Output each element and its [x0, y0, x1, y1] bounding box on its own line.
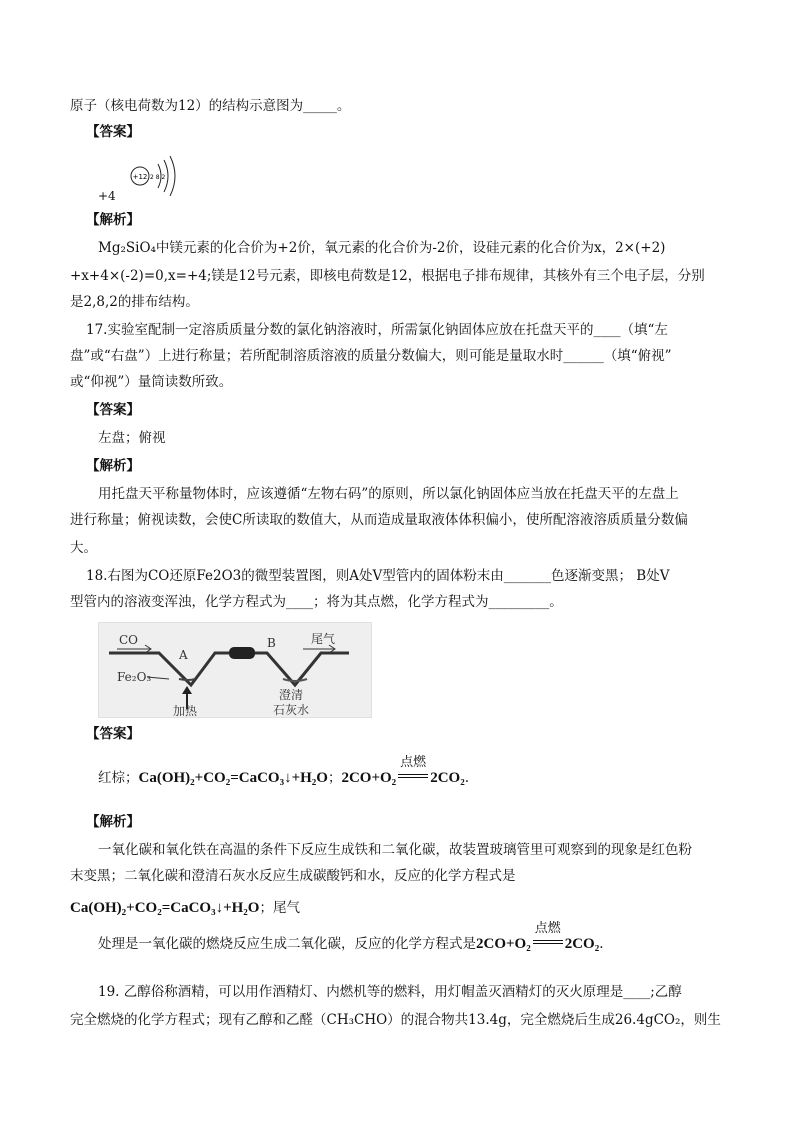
q18-line-1: 18.右图为CO还原Fe2O3的微型装置图，则A处V型管内的固体粉末由_______色逐渐变黑； B处V: [86, 568, 670, 584]
q18-answer: [98, 755, 469, 788]
answer-label: 【答案】: [86, 124, 140, 140]
q18-answer-eq1: Ca(OH)₂+CO₂=CaCO₃↓+H₂O: [138, 770, 328, 786]
analysis-label: 【解析】: [86, 814, 140, 830]
q17-line-1: 17.实验室配制一定溶质质量分数的氯化钠溶液时，所需氯化钠固体应放在托盘天平的____（填“左: [86, 322, 668, 338]
q18-answer-eq2b: 2CO₂: [430, 770, 465, 786]
q17-line-3: 或“仰视”）量筒读数所致。: [70, 374, 233, 390]
q17-analysis-line-3: 大。: [70, 540, 97, 556]
answer-label: 【答案】: [86, 726, 140, 742]
q19-line-1: 19. 乙醇俗称酒精，可以用作酒精灯、内燃机等的燃料，用灯帽盖灭酒精灯的灭火原理是____;乙醇: [98, 984, 682, 1000]
q16-tail: 原子（核电荷数为12）的结构示意图为_____。: [70, 98, 351, 114]
q16-analysis-line-1: Mg₂SiO₄中镁元素的化合价为+2价，氧元素的化合价为-2价，设硅元素的化合价为x，2×(+2): [98, 240, 666, 256]
exhaust-label: 尾气: [311, 632, 336, 646]
fe2o3-label: Fe₂O₃: [117, 670, 152, 684]
q16-analysis-line-2: +x+4×(-2)=0,x=+4;镁是12号元素，即核电荷数是12，根据电子排布规律，其核外有三个电子层，分别: [70, 268, 705, 284]
q18-analysis-eq: Ca(OH)₂+CO₂=CaCO₃↓+H₂O: [70, 900, 260, 916]
reaction-condition: [531, 921, 565, 954]
analysis-label: 【解析】: [86, 212, 140, 228]
nucleus-label: +12: [132, 173, 148, 181]
q18-answer-end: .: [599, 936, 604, 952]
apparatus-figure: [98, 622, 372, 718]
atom-structure-diagram: [128, 148, 188, 196]
q18-answer-sep: ；: [327, 770, 342, 786]
q18-analysis-line-1: 一氧化碳和氧化铁在高温的条件下反应生成铁和二氧化碳，故装置玻璃管里可观察到的现象是红色粉: [98, 842, 692, 858]
q18-analysis-eq-line: [70, 898, 300, 918]
analysis-label: 【解析】: [86, 458, 140, 474]
q19-line-2: 完全燃烧的化学方程式；现有乙醇和乙醛（CH₃CHO）的混合物共13.4g，完全燃烧后生成26.4gCO₂，则生: [70, 1012, 721, 1028]
q18-answer-eq2b: 2CO₂: [564, 936, 600, 952]
q18-line-2: 型管内的溶液变浑浊，化学方程式为____；将为其点燃，化学方程式为_________。: [70, 594, 563, 610]
q18-analysis-line-2: 末变黑；二氧化碳和澄清石灰水反应生成碳酸钙和水，反应的化学方程式是: [70, 868, 516, 884]
q18-answer-color: 红棕；: [98, 770, 139, 786]
q17-line-2: 盘”或“右盘”）上进行称量；若所配制溶质溶液的质量分数偏大，则可能是量取水时______（填“俯视”: [70, 348, 672, 364]
q17-answer: 左盘；俯视: [98, 430, 166, 446]
reaction-condition: [396, 755, 430, 788]
q18-analysis-eq-tail: ；尾气: [259, 900, 300, 916]
limewater-label-2: 石灰水: [273, 703, 310, 717]
shell-numbers: 2 8 2: [150, 174, 166, 181]
valence-label: +4: [98, 189, 116, 203]
q17-analysis-line-1: 用托盘天平称量物体时，应该遵循“左物右码”的原则，所以氯化钠固体应当放在托盘天平的左盘上: [98, 486, 679, 502]
q17-analysis-line-2: 进行称量；俯视读数，会使C所读取的数值大，从而造成量取液体体积偏小，使所配溶液溶质质量分数偏: [70, 512, 688, 528]
heat-label: 加热: [173, 704, 198, 717]
q18-analysis-last-text: 处理是一氧化碳的燃烧反应生成二氧化碳，反应的化学方程式是: [98, 936, 476, 952]
co-label: CO: [119, 633, 139, 647]
q18-analysis-last: [98, 921, 604, 954]
a-label: A: [179, 648, 188, 662]
answer-label: 【答案】: [86, 402, 140, 418]
q18-answer-eq2a: 2CO+O₂: [341, 770, 397, 786]
q18-answer-end: .: [464, 770, 469, 786]
q18-answer-eq2a: 2CO+O₂: [476, 936, 531, 952]
limewater-label-1: 澄清: [279, 688, 304, 702]
condition-label: 点燃: [534, 921, 561, 936]
q16-analysis-line-3: 是2,8,2的排布结构。: [70, 294, 199, 310]
condition-label: 点燃: [400, 755, 427, 770]
b-label: B: [267, 636, 276, 650]
